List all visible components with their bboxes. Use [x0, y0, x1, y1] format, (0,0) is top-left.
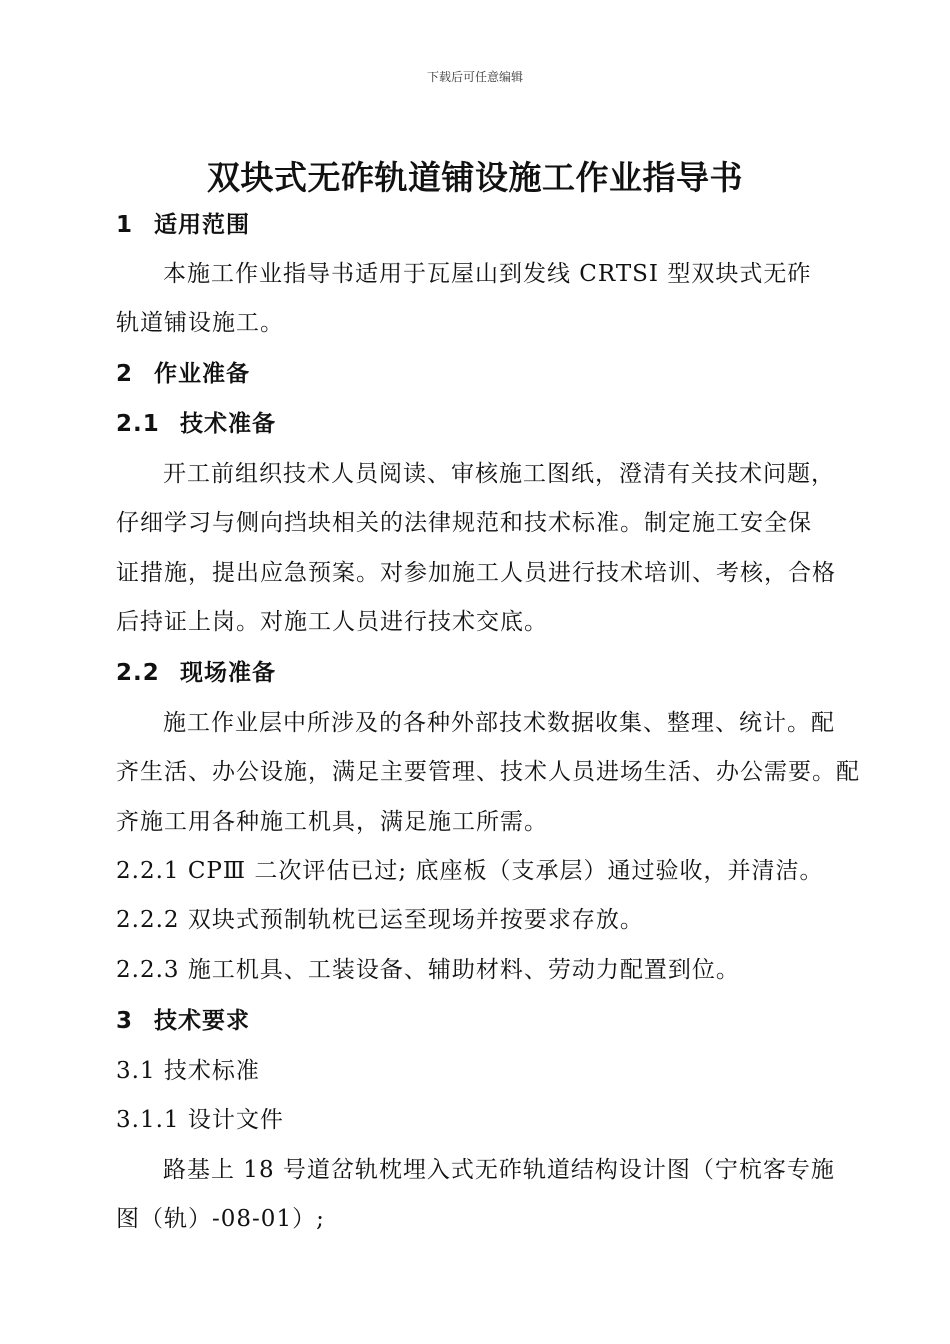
item-2-2-3: 2.2.3 施工机具、工装设备、辅助材料、劳动力配置到位。	[116, 957, 740, 983]
section-label: 作业准备	[154, 361, 250, 387]
item-2-2-2: 2.2.2 双块式预制轨枕已运至现场并按要求存放。	[116, 907, 644, 933]
section-2-2-heading	[116, 658, 860, 688]
paragraph-line: 齐施工用各种施工机具，满足施工所需。	[116, 809, 548, 835]
paragraph-line: 轨道铺设施工。	[116, 310, 284, 336]
section-number: 1	[116, 212, 134, 238]
section-label: 适用范围	[154, 212, 250, 238]
section-2-1-heading	[116, 409, 860, 439]
header-note: 下载后可任意编辑	[426, 70, 523, 84]
paragraph-line: 证措施，提出应急预案。对参加施工人员进行技术培训、考核，合格	[116, 560, 836, 586]
paragraph-line: 后持证上岗。对施工人员进行技术交底。	[116, 609, 548, 635]
section-1-heading	[116, 210, 860, 240]
paragraph-line: 施工作业层中所涉及的各种外部技术数据收集、整理、统计。配	[163, 710, 835, 736]
paragraph-line: 开工前组织技术人员阅读、审核施工图纸，澄清有关技术问题，	[163, 461, 835, 487]
section-label: 现场准备	[180, 660, 276, 686]
section-number: 2.1	[116, 411, 160, 437]
document-title: 双块式无砟轨道铺设施工作业指导书	[207, 158, 743, 197]
paragraph-line: 本施工作业指导书适用于瓦屋山到发线 CRTSⅠ 型双块式无砟	[163, 261, 812, 287]
paragraph-line: 图（轨）-08-01）;	[116, 1206, 325, 1232]
section-number: 3	[116, 1008, 134, 1034]
paragraph-line: 齐生活、办公设施，满足主要管理、技术人员进场生活、办公需要。配	[116, 759, 860, 785]
item-2-2-1: 2.2.1 CPⅢ 二次评估已过; 底座板（支承层）通过验收，并清洁。	[116, 858, 824, 884]
section-label: 技术要求	[154, 1008, 250, 1034]
paragraph-line: 仔细学习与侧向挡块相关的法律规范和技术标准。制定施工安全保	[116, 510, 812, 536]
section-label: 技术准备	[180, 411, 276, 437]
subsection-3-1: 3.1 技术标准	[116, 1058, 260, 1084]
section-number: 2	[116, 361, 134, 387]
section-number: 2.2	[116, 660, 160, 686]
section-2-heading	[116, 359, 860, 389]
subsection-3-1-1: 3.1.1 设计文件	[116, 1107, 284, 1133]
section-3-heading	[116, 1006, 860, 1036]
paragraph-line: 路基上 18 号道岔轨枕埋入式无砟轨道结构设计图（宁杭客专施	[163, 1157, 835, 1183]
